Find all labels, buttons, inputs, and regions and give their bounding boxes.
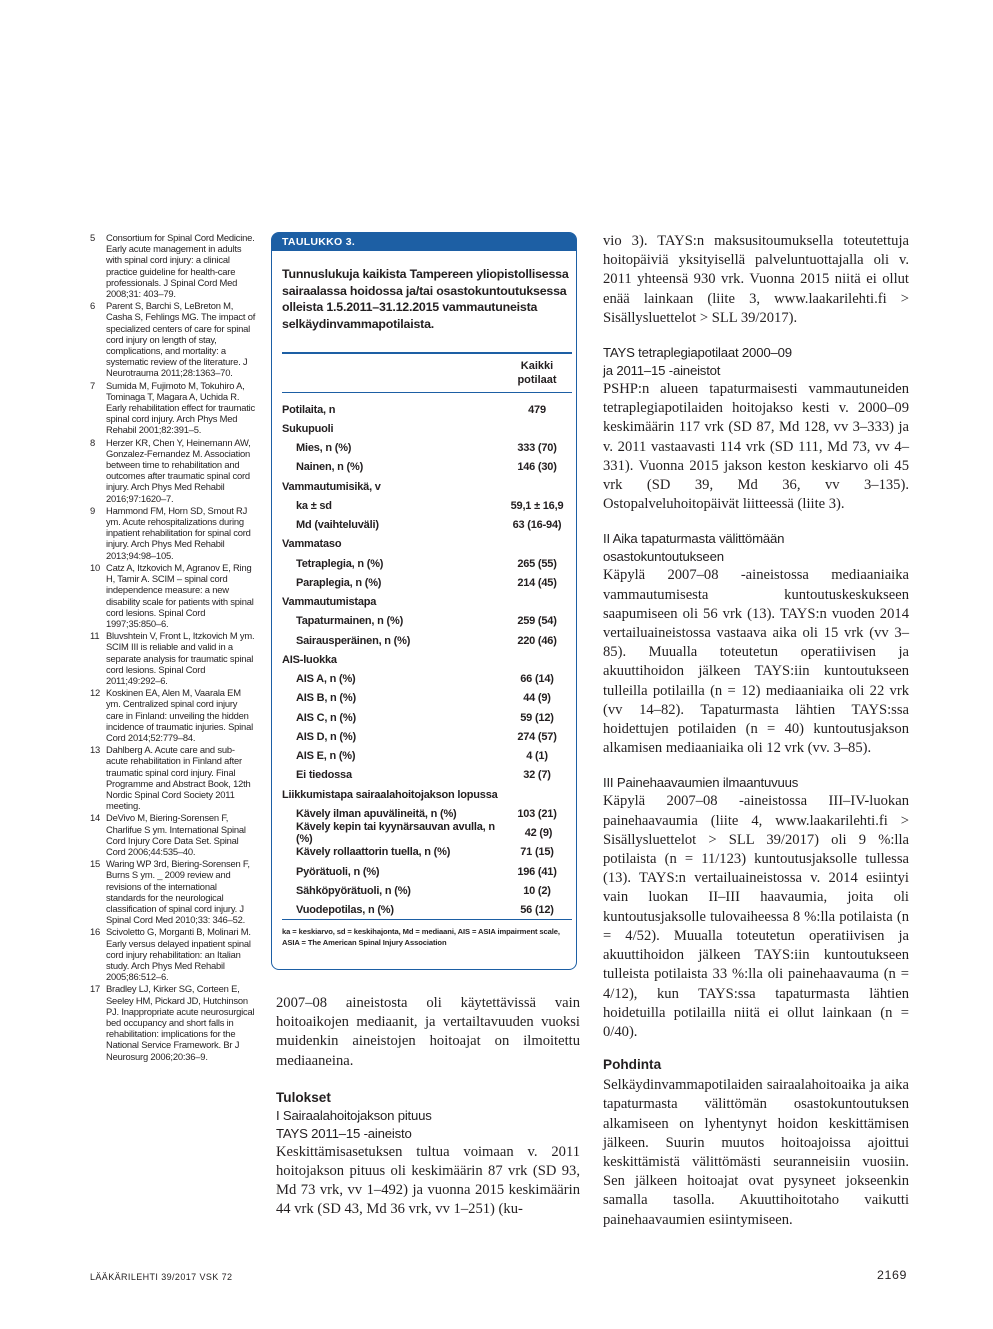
table-row [282,496,572,515]
table-row [282,612,572,631]
paragraph: Käpylä 2007–08 -aineistossa mediaaniaika vammautumisesta kuntoutuskeskukseen saapumiseen oli 56 vrk (13). TAYS:n vuoden 2014 vertailuaineistossa vastaava aika oli 15 vrk (vv 3–85). Muualla toteutetun operatiivisen ja akuuttihoidon jälkeen TAYS:iin kuntoutukseen tulleilla potilailla (n = 12) mediaaniaika oli 22 vrk (vv 14–82). Tapaturmasta lähtien TAYS:ssa hoidettujen potilaiden (n = 40) kuntoutusjakson alkamisen mediaaniaika oli 12 vrk (vv. 3–85). [603,567,909,757]
table-row-label: Tapaturmainen, n (%) [296,615,404,628]
table-row-label: Ei tiedossa [296,769,352,782]
table-row [282,670,572,689]
reference-number: 12 [90,687,101,699]
table-row [282,881,572,900]
table-row-value: 4 (1) [526,750,548,763]
reference-number: 8 [90,436,96,448]
paragraph: Käpylä 2007–08 -aineistossa III–IV-luokan painehaavaumia (liite 4, www.laakarilehti.fi > Sisällysluettelot > SLL 39/2017) oli 9 %:lla potilaista (n = 11/123) kuntoutusjaksolle tullessa (13). TAYS:n vertailuaineistossa v. 2014 esiintyi vain luokan II–III haavaumia, joita oli kuntoutusjaksolle tulovaiheessa 8 %:lla potilaista (n = 4/52). Muualla toteutetun operatiivisen ja akuuttihoidon jälkeen TAYS:iin kuntoutukseen tulleista potilaista 33 %:lla oli painehaavauma (n = 4/12), kun TAYS:ssa tapaturmasta lähtien hoidetuilla potilailla niitä ei ollut lainkaan (n = 0/40). [603,793,909,1040]
table-row [282,516,572,535]
reference-number: 10 [90,561,101,573]
reference-number: 5 [90,232,96,243]
table-row [282,593,572,612]
reference-item [90,687,256,743]
table-row-label: Paraplegia, n (%) [296,576,382,589]
table-row-value: 56 (12) [520,904,554,917]
table-row-value: 479 [528,403,546,416]
subheading: osastokuntoutukseen [603,549,724,565]
table-rule-bottom [282,919,572,920]
table-row [282,458,572,477]
reference-text: Bradley LJ, Kirker SG, Corteen E, Seeley HM, Pickard JD, Hutchinson PJ. Inappropriate acute neurosurgical bed occupancy and short falls in rehabilitation: implications for the National Service Framework. Br J Neurosurg 2006;20:36–9. [106,983,255,1062]
subheading: TAYS tetraplegiapotilaat 2000–09 [603,345,792,361]
reference-item [90,300,256,378]
table-row [282,689,572,708]
reference-item [90,812,256,857]
table-row-value: 71 (15) [520,846,554,859]
table-row-label: AIS A, n (%) [296,673,356,686]
subheading: III Painehaavaumien ilmaantuvuus [603,775,799,791]
table-row-label: Kävely kepin tai kyynärsauvan avulla, n (%) [296,821,495,846]
subheading: II Aika tapaturmasta välittömään [603,531,785,547]
section-heading-tulokset: Tulokset [276,1089,331,1105]
table-row [282,708,572,727]
table-row [282,727,572,746]
reference-number: 14 [90,812,101,824]
table-row [282,554,572,573]
footer-journal: LÄÄKÄRILEHTI 39/2017 VSK 72 [90,1272,233,1282]
page-number: 2169 [877,1268,907,1282]
table-row-label: Sähköpyörätuoli, n (%) [296,884,411,897]
table-row-value: 59,1 ± 16,9 [510,499,564,512]
table-row-label: AIS B, n (%) [296,692,356,705]
reference-text: Catz A, Itzkovich M, Agranov E, Ring H, Tamir A. SCIM – spinal cord independence measure: a new disability scale for patients with spinal cord lesions. Spinal Cord 1997;35:850–6. [106,561,254,629]
table-row-label: ka ± sd [296,499,332,512]
table-row [282,901,572,920]
table-row-label: AIS D, n (%) [296,730,356,743]
table-footnote: ka = keskiarvo, sd = keskihajonta, Md = mediaani, AIS = ASIA impairment scale, ASIA = The American Spinal Injury Association [282,927,560,947]
table-row-value: 59 (12) [520,711,554,724]
table-row [282,862,572,881]
reference-item [90,505,256,561]
table-row-value: 220 (46) [517,634,557,647]
table-row-label: Vammataso [282,538,342,551]
table-row [282,631,572,650]
reference-number: 13 [90,744,101,756]
table-row [282,650,572,669]
reference-item [90,232,256,299]
table-row [282,785,572,804]
reference-item [90,437,256,504]
reference-number: 11 [90,630,100,642]
table-row-value: 63 (16-94) [512,519,562,532]
table-row [282,766,572,785]
paragraph: Keskittämisasetuksen tultua voimaan v. 2011 hoitojakson pituus oli keskimäärin 87 vrk (SD 93, Md 73 vrk, vv 1–492) ja vuonna 2015 keskimäärin 44 vrk (SD 43, Md 36 vrk, vv 1–251) (ku- [276,1143,580,1218]
table-row-label: Mies, n (%) [296,442,352,455]
table-row-label: Nainen, n (%) [296,461,364,474]
table-row [282,573,572,592]
table-row [282,821,572,846]
table-row-label: Kävely rollaattorin tuella, n (%) [296,846,451,859]
table-row [282,747,572,766]
col-header-line2: potilaat [517,374,557,386]
table-row [282,843,572,862]
subheading: TAYS 2011–15 -aineisto [276,1125,412,1141]
table-row-value: 32 (7) [523,769,551,782]
body-column-3 [603,232,909,1230]
table-row-label: Liikkumistapa sairaalahoitojakson lopussa [282,788,498,801]
reference-text: Herzer KR, Chen Y, Heinemann AW, Gonzalez-Fernandez M. Association between time to rehabilitation and outcomes after traumatic spinal cord injury. Arch Phys Med Rehabil 2016;97:1620–7. [106,436,251,504]
table-3-box [271,232,577,970]
table-column-header [502,359,572,387]
reference-item [90,630,256,686]
table-row-value: 274 (57) [517,730,557,743]
table-row-value: 44 (9) [523,692,551,705]
table-row-value: 42 (9) [524,827,553,840]
paragraph: 2007–08 aineistosta oli käytettävissä vain hoitoaikojen mediaanit, ja vertailtavuuden vuoksi muidenkin aineistojen hoitoajat on ilmoitettu mediaaneina. [276,995,580,1069]
paragraph: vio 3). TAYS:n maksusitoumuksella toteutettuja hoitopäiviä yksityisellä palveluntuottajalla oli v. 2011 yhteensä 930 vrk. Vuonna 2015 niitä ei ollut enää lainkaan (liite 3, www.laakarilehti.fi > Sisällysluettelot > SLL 39/2017). [603,233,909,326]
table-row-label: Vuodepotilas, n (%) [296,904,394,917]
reference-text: Scivoletto G, Morganti B, Molinari M. Early versus delayed inpatient spinal cord injury rehabilitation: an Italian study. Arch Phys Med Rehabil 2005;86:512–6. [106,926,251,983]
table-rows [282,400,572,920]
table-row-value: 259 (54) [517,615,557,628]
table-row-label: AIS-luokka [282,653,337,666]
table-row-label: AIS C, n (%) [296,711,356,724]
table-row-value: 265 (55) [517,557,557,570]
reference-number: 6 [90,300,96,312]
subheading: I Sairaalahoitojakson pituus [276,1107,432,1123]
table-rule-mid [282,392,572,393]
reference-text: Waring WP 3rd, Biering-Sorensen F, Burns S ym. _ 2009 review and revisions of the international standards for the neurological classification of spinal cord injury. J Spinal Cord Med 2010;33: 346–52. [106,858,250,926]
reference-item [90,983,256,1061]
reference-item [90,380,256,436]
table-row-label: Pyörätuoli, n (%) [296,865,380,878]
table-row-value: 146 (30) [517,461,557,474]
table-row-label: Vammautumistapa [282,596,377,609]
reference-item [90,926,256,982]
subheading: ja 2011–15 -aineistot [603,363,721,379]
reference-text: DeVivo M, Biering-Sorensen F, Charlifue S ym. International Spinal Cord Injury Core Data Set. Spinal Cord 2006;44:535–40. [106,812,246,857]
section-heading-pohdinta: Pohdinta [603,1057,662,1073]
table-row [282,419,572,438]
reference-item [90,858,256,925]
table-row-value: 103 (21) [517,807,557,820]
reference-item [90,562,256,629]
table-row-value: 10 (2) [523,884,551,897]
reference-text: Koskinen EA, Alen M, Vaarala EM ym. Centralized spinal cord injury care in Finland: unveiling the hidden incidence of traumatic injuries. Spinal Cord 2014;52:779–84. [106,687,253,743]
reference-number: 7 [90,379,96,391]
reference-text: Sumida M, Fujimoto M, Tokuhiro A, Tominaga T, Magara A, Uchida R. Early rehabilitation effect for traumatic spinal cord injury. Arch Phys Med Rehabil 2001;82:391–5. [106,379,255,436]
table-row-label: Tetraplegia, n (%) [296,557,384,570]
reference-number: 17 [90,983,101,995]
paragraph: PSHP:n alueen tapaturmaisesti vammautuneiden tetraplegiapotilaiden hoitojakso kesti v. 2000–09 keskimäärin 117 vrk (SD 87, Md 128, vv 3–333) ja v. 2011 vastaavasti 114 vrk (SD 111, Md 73, vv 4–331). Vuonna 2015 jakson keston keskiarvo oli 45 vrk (SD 39, Md 36, vv 3–135). Ostopalveluhoitopäivät liitteessä (liite 3). [603,381,909,513]
reference-text: Parent S, Barchi S, LeBreton M, Casha S, Fehlings MG. The impact of specialized centers of care for spinal cord injury on length of stay, complications, and mortality: a systematic review of the literature. J Neurotrauma 2011;28:1363–70. [106,300,256,379]
reference-item [90,744,256,811]
paragraph: Selkäydinvammapotilaiden sairaalahoitoaika ja aika tapaturmasta välittömän osastokuntoutuksen alkamiseen on lyhentynyt hoidon keskittämisen jälkeen. Suurin muutos hoitoajoissa ajoittui keskittämistä välittömästi seuranneisiin vuosiin. Sen jälkeen hoitoajat ovat pysyneet jokseenkin samalla tasolla. Akuuttihoitotaho vaikutti painehaavaumien esiintymiseen. [603,1077,909,1228]
table-row-value: 196 (41) [517,865,557,878]
table-row-value: 214 (45) [517,576,557,589]
table-row-label: Sairausperäinen, n (%) [296,634,411,647]
table-rule-top [282,352,572,354]
reference-list [90,232,256,1063]
table-row-label: Vammautumisikä, v [282,480,381,493]
table-row [282,400,572,419]
reference-text: Hammond FM, Horn SD, Smout RJ ym. Acute rehospitalizations during inpatient rehabilitation for spinal cord injury. Arch Phys Med Rehabil 2013;94:98–105. [106,504,251,561]
table-title: Tunnuslukuja kaikista Tampereen yliopistollisessa sairaalassa hoidossa ja/tai osastokuntoutuksessa olleista 1.5.2011–31.12.2015 vammautuneista selkäydinvammapotilaista. [282,267,569,331]
reference-number: 15 [90,858,101,870]
table-row-label: AIS E, n (%) [296,750,356,763]
table-row-label: Potilaita, n [282,403,336,416]
table-row-value: 66 (14) [520,673,554,686]
reference-text: Bluvshtein V, Front L, Itzkovich M ym. SCIM III is reliable and valid in a separate analysis for traumatic spinal cord lesions. Spinal Cord 2011;49:292–6. [106,630,255,686]
table-row-label: Sukupuoli [282,422,334,435]
table-row [282,477,572,496]
table-row-value: 333 (70) [517,442,557,455]
table-row [282,535,572,554]
reference-text: Dahlberg A. Acute care and sub-acute rehabilitation in Finland after traumatic spinal cord injury. Final Programme and Abstract Book, 12th Nordic Spinal Cord Society 2011 meeting. [106,744,251,812]
table-row-label: Kävely ilman apuvälineitä, n (%) [296,807,457,820]
table-row-label: Md (vaihteluväli) [296,519,379,532]
reference-number: 16 [90,926,101,938]
reference-text: Consortium for Spinal Cord Medicine. Early acute management in adults with spinal cord injury: a clinical practice guideline for health-care professionals. J Spinal Cord Med 2008;31: 403–79. [106,232,255,300]
table-label: TAULUKKO 3. [272,233,576,251]
col-header-line1: Kaikki [520,360,554,372]
table-row [282,439,572,458]
body-column-2 [276,994,580,1220]
reference-number: 9 [90,504,96,516]
